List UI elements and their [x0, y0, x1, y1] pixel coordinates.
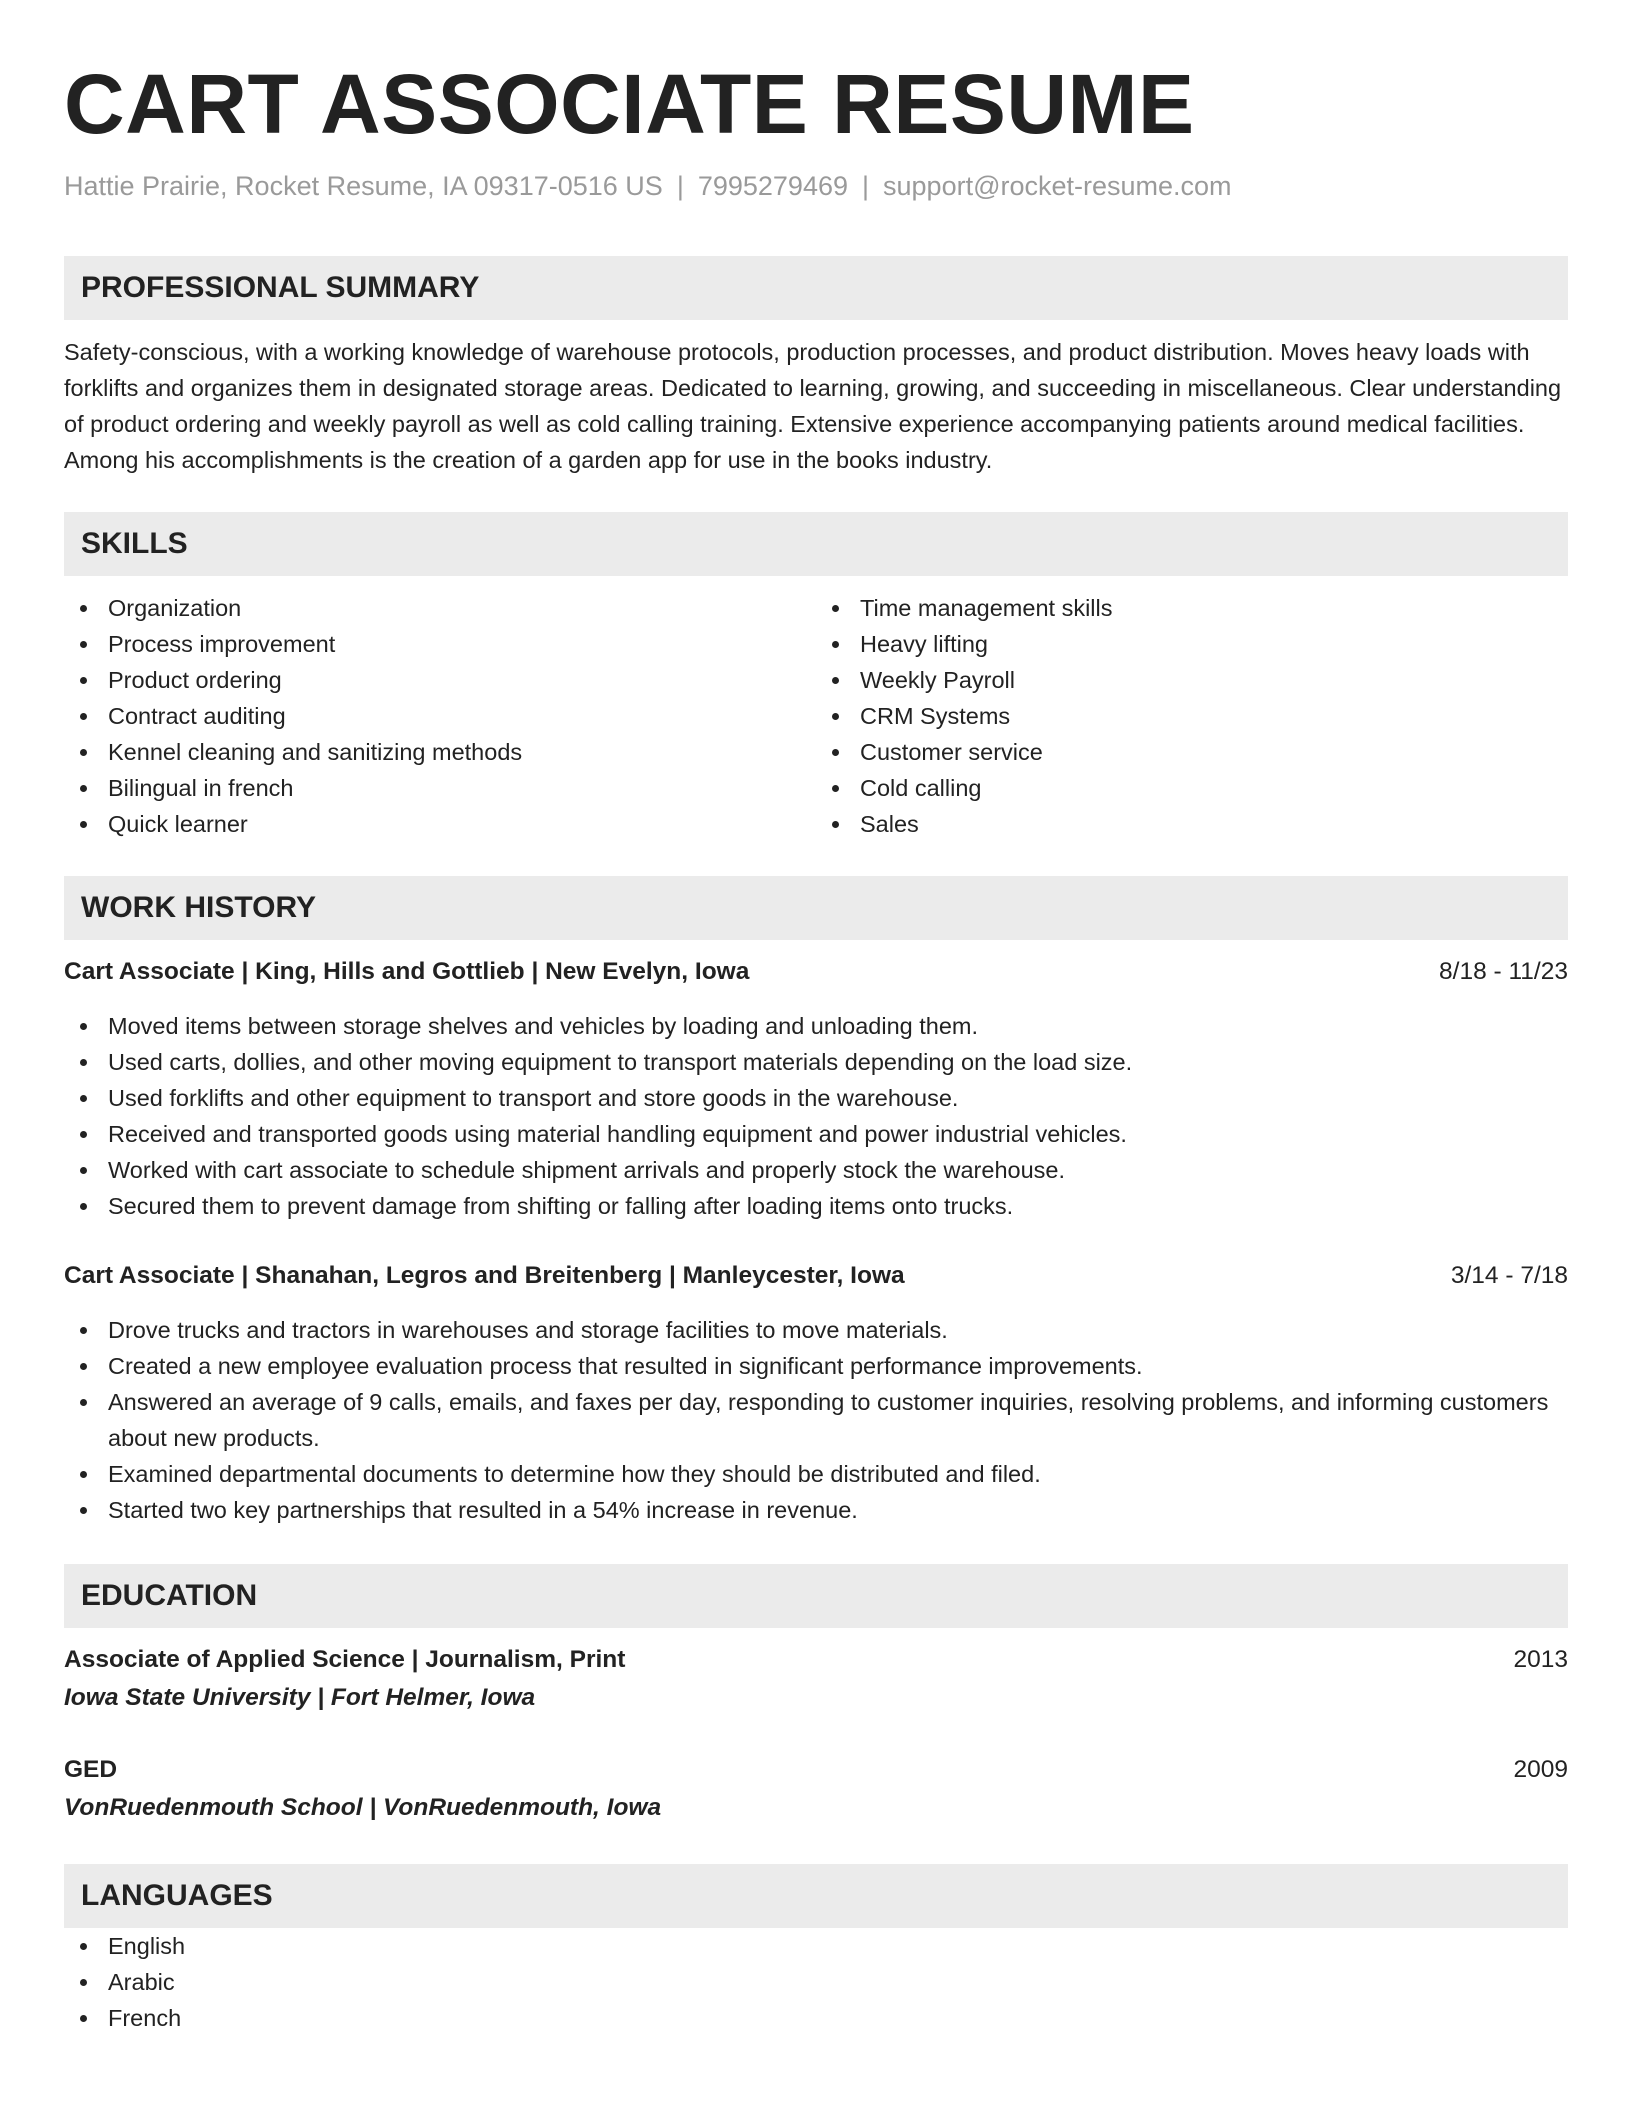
- contact-separator: |: [862, 171, 870, 201]
- skill-label: Time management skills: [860, 595, 1113, 621]
- skill-item: [816, 770, 1568, 806]
- bullet-icon: [832, 821, 839, 828]
- skill-item: [64, 662, 816, 698]
- skill-item: [64, 806, 816, 842]
- skill-label: Weekly Payroll: [860, 667, 1015, 693]
- job-bullet: [64, 1312, 1568, 1348]
- bullet-icon: [80, 1327, 87, 1334]
- job-entry: [64, 954, 1568, 1224]
- skill-item: [64, 698, 816, 734]
- job-bullet-text: Answered an average of 9 calls, emails, and faxes per day, responding to customer inquiries, resolving problems, and informing customers about new products.: [108, 1389, 1549, 1451]
- job-bullet: [64, 1348, 1568, 1384]
- job-bullet: [64, 1044, 1568, 1080]
- job-dates: 3/14 - 7/18: [1450, 1262, 1568, 1289]
- job-bullet: [64, 1188, 1568, 1224]
- job-bullet-text: Worked with cart associate to schedule shipment arrivals and properly stock the warehouse.: [108, 1157, 1066, 1183]
- skill-label: Bilingual in french: [108, 775, 294, 801]
- bullet-icon: [80, 605, 87, 612]
- job-bullet-text: Used carts, dollies, and other moving equipment to transport materials depending on the load size.: [108, 1049, 1133, 1075]
- contact-line: [64, 168, 1568, 204]
- section-header-languages: LANGUAGES: [64, 1864, 1568, 1928]
- section-header-work-history: WORK HISTORY: [64, 876, 1568, 940]
- skill-item: [816, 734, 1568, 770]
- education-header: [64, 1752, 1568, 1788]
- job-bullet: [64, 1080, 1568, 1116]
- job-bullet-text: Examined departmental documents to determine how they should be distributed and filed.: [108, 1461, 1041, 1487]
- skills-columns: [64, 590, 1568, 842]
- section-header-summary: PROFESSIONAL SUMMARY: [64, 256, 1568, 320]
- bullet-icon: [832, 713, 839, 720]
- skill-label: Customer service: [860, 739, 1043, 765]
- skill-item: [816, 626, 1568, 662]
- skill-item: [816, 662, 1568, 698]
- skill-item: [64, 590, 816, 626]
- job-bullet: [64, 1116, 1568, 1152]
- education-school: VonRuedenmouth School | VonRuedenmouth, Iowa: [64, 1794, 662, 1821]
- skill-label: Heavy lifting: [860, 631, 988, 657]
- job-bullet-text: Received and transported goods using material handling equipment and power industrial vehicles.: [108, 1121, 1127, 1147]
- job-title: Cart Associate | Shanahan, Legros and Breitenberg | Manleycester, Iowa: [64, 1262, 905, 1289]
- bullet-icon: [832, 749, 839, 756]
- bullet-icon: [80, 1095, 87, 1102]
- job-bullets: [64, 1312, 1568, 1528]
- skill-item: [64, 734, 816, 770]
- job-bullet-text: Used forklifts and other equipment to transport and store goods in the warehouse.: [108, 1085, 959, 1111]
- job-bullet-text: Secured them to prevent damage from shifting or falling after loading items onto trucks.: [108, 1193, 1014, 1219]
- job-bullet: [64, 1152, 1568, 1188]
- bullet-icon: [80, 1023, 87, 1030]
- bullet-icon: [80, 1943, 87, 1950]
- languages-list: [64, 1928, 1568, 2036]
- contact-separator: |: [676, 171, 684, 201]
- skill-item: [816, 590, 1568, 626]
- skill-label: CRM Systems: [860, 703, 1011, 729]
- education-year: 2009: [1513, 1756, 1568, 1783]
- bullet-icon: [80, 1399, 87, 1406]
- skill-item: [64, 770, 816, 806]
- job-bullet: [64, 1456, 1568, 1492]
- skill-label: Product ordering: [108, 667, 282, 693]
- skill-label: Contract auditing: [108, 703, 286, 729]
- language-label: English: [108, 1933, 186, 1959]
- bullet-icon: [80, 677, 87, 684]
- bullet-icon: [80, 1131, 87, 1138]
- summary-text: Safety-conscious, with a working knowledge of warehouse protocols, production processes, and product distribution. Moves heavy loads with forklifts and organizes them in designated storage areas. Dedicated to learning, growing, and succeeding in miscellaneous. Clear understanding of product ordering and weekly payroll as well as cold calling training. Extensive experience accompanying patients around medical facilities. Among his accomplishments is the creation of a garden app for use in the books industry.: [64, 339, 1562, 473]
- skill-label: Sales: [860, 811, 919, 837]
- contact-address: Hattie Prairie, Rocket Resume, IA 09317-0516 US: [64, 171, 663, 201]
- bullet-icon: [80, 821, 87, 828]
- bullet-icon: [80, 1167, 87, 1174]
- job-bullet: [64, 1008, 1568, 1044]
- job-bullets: [64, 1008, 1568, 1224]
- bullet-icon: [80, 1203, 87, 1210]
- skill-label: Organization: [108, 595, 242, 621]
- job-entry: [64, 1258, 1568, 1528]
- job-bullet-text: Drove trucks and tractors in warehouses and storage facilities to move materials.: [108, 1317, 948, 1343]
- language-label: French: [108, 2005, 182, 2031]
- skill-label: Kennel cleaning and sanitizing methods: [108, 739, 523, 765]
- job-bullet-text: Started two key partnerships that resulted in a 54% increase in revenue.: [108, 1497, 858, 1523]
- education-entry: [64, 1752, 1568, 1826]
- section-header-education: EDUCATION: [64, 1564, 1568, 1628]
- education-degree: GED: [64, 1756, 118, 1783]
- education-year: 2013: [1513, 1646, 1568, 1673]
- contact-email: support@rocket-resume.com: [883, 171, 1232, 201]
- skill-item: [816, 806, 1568, 842]
- education-entry: [64, 1642, 1568, 1716]
- bullet-icon: [832, 677, 839, 684]
- skill-label: Quick learner: [108, 811, 248, 837]
- bullet-icon: [832, 641, 839, 648]
- skill-item: [816, 698, 1568, 734]
- contact-phone: 7995279469: [697, 171, 848, 201]
- bullet-icon: [80, 2015, 87, 2022]
- education-school: Iowa State University | Fort Helmer, Iowa: [64, 1684, 536, 1711]
- job-bullet-text: Moved items between storage shelves and vehicles by loading and unloading them.: [108, 1013, 979, 1039]
- skill-item: [64, 626, 816, 662]
- section-header-skills: SKILLS: [64, 512, 1568, 576]
- language-item: [64, 1964, 1568, 2000]
- job-title: Cart Associate | King, Hills and Gottlieb | New Evelyn, Iowa: [64, 958, 750, 985]
- skills-list-right: [816, 590, 1568, 842]
- skill-label: Process improvement: [108, 631, 336, 657]
- job-bullet: [64, 1492, 1568, 1528]
- bullet-icon: [832, 785, 839, 792]
- bullet-icon: [80, 713, 87, 720]
- skill-label: Cold calling: [860, 775, 982, 801]
- education-degree: Associate of Applied Science | Journalism, Print: [64, 1646, 626, 1673]
- bullet-icon: [832, 605, 839, 612]
- resume-title: CART ASSOCIATE RESUME: [64, 57, 1195, 151]
- job-header: [64, 954, 1568, 990]
- job-bullet: [64, 1384, 1568, 1456]
- bullet-icon: [80, 785, 87, 792]
- language-item: [64, 1928, 1568, 1964]
- bullet-icon: [80, 1471, 87, 1478]
- bullet-icon: [80, 641, 87, 648]
- bullet-icon: [80, 1979, 87, 1986]
- bullet-icon: [80, 1363, 87, 1370]
- bullet-icon: [80, 1059, 87, 1066]
- language-label: Arabic: [108, 1969, 175, 1995]
- job-dates: 8/18 - 11/23: [1439, 958, 1568, 985]
- job-header: [64, 1258, 1568, 1294]
- language-item: [64, 2000, 1568, 2036]
- job-bullet-text: Created a new employee evaluation process that resulted in significant performance improvements.: [108, 1353, 1143, 1379]
- bullet-icon: [80, 1507, 87, 1514]
- bullet-icon: [80, 749, 87, 756]
- education-header: [64, 1642, 1568, 1678]
- skills-list-left: [64, 590, 816, 842]
